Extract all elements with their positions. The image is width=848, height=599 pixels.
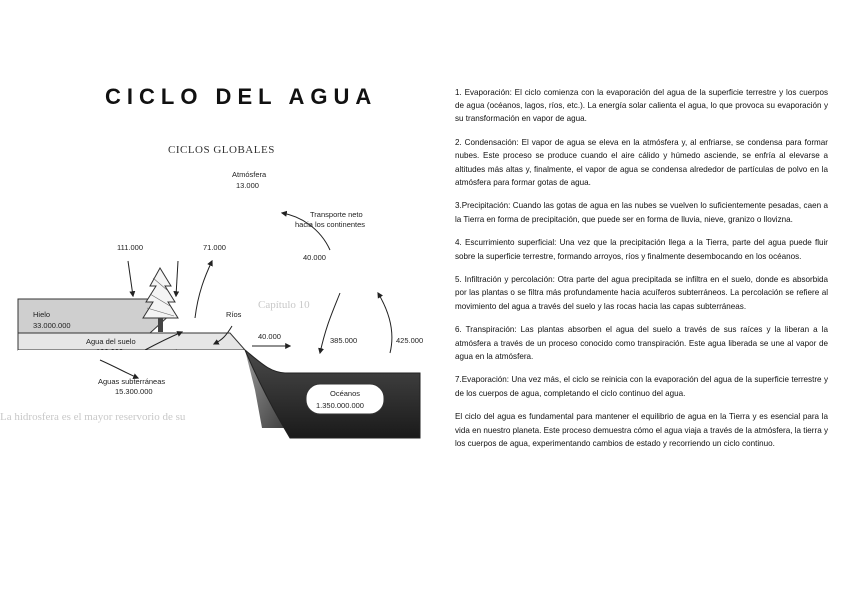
- ghost-text: Capítulo 10: [258, 299, 310, 311]
- paragraph-runoff: 4. Escurrimiento superficial: Una vez que la precipitación llega a la Tierra, parte del agua puede fluir sobre la superficie terrestre, formando arroyos, ríos y finalmente desembocando en los océanos.: [455, 238, 828, 261]
- diagram-canvas: [0, 128, 440, 448]
- atmosphere-label: Atmósfera: [232, 170, 267, 179]
- soil-label: Agua del suelo: [86, 337, 136, 346]
- evap-ocean-arrow: [378, 293, 392, 353]
- evap-arrow: [195, 261, 212, 318]
- paragraph-condensation: 2. Condensación: El vapor de agua se eleva en la atmósfera y, al enfriarse, se condensa para formar nubes. Este proceso se produce cuando el aire cálido y húmedo asciende, se enfría al elevarse a altitudes más altas y, finalmente, el vapor de agua se condensa alrededor de partículas de polvo en la atmósfera para formar gotas de agua.: [455, 138, 828, 187]
- groundwater-value: 15.300.000: [115, 387, 153, 396]
- text-column: [455, 86, 828, 460]
- runoff-value: 40.000: [258, 332, 281, 341]
- transport-label: Transporte neto: [310, 210, 363, 219]
- paragraph-evaporation: 1. Evaporación: El ciclo comienza con la evaporación del agua de la superficie terrestre y los cuerpos de agua (océanos, lagos, ríos, etc.). La energía solar calienta el agua, lo que provoca su evaporación y su transformación en vapor de agua.: [455, 88, 828, 124]
- precip-land-value: 111.000: [117, 243, 143, 252]
- water-cycle-diagram: [0, 128, 440, 448]
- paragraph-precipitation: 3.Precipitación: Cuando las gotas de agua en las nubes se vuelven lo suficientemente pesadas, caen a la Tierra en forma de precipitación, que puede ser en forma de lluvia, nieve, granizo o llovizna.: [455, 201, 828, 224]
- rivers-label: Ríos: [226, 310, 242, 319]
- paragraph-infiltration: 5. Infiltración y percolación: Otra parte del agua precipitada se infiltra en el suelo, donde es absorbida por las plantas o se filtra más profundamente hacia acuíferos subterráneos. La percolación se refiere al movimiento del agua a través del suelo y las rocas hacia las capas subterráneas.: [455, 275, 828, 311]
- precip-ocean-value: 385.000: [330, 336, 358, 345]
- ice-label: Hielo: [33, 310, 51, 319]
- ocean-label: Océanos: [330, 389, 361, 398]
- ocean-value: 1.350.000.000: [316, 401, 364, 410]
- paragraph-conclusion: El ciclo del agua es fundamental para mantener el equilibrio de agua en la Tierra y es esencial para la vida en nuestro planeta. Este proceso demuestra cómo el agua viaja a través de la atmósfera, la tierra y los cuerpos de agua, experimentando cambios de estado y recorriendo un ciclo continuo.: [455, 412, 828, 448]
- diagram-title: CICLOS GLOBALES: [168, 144, 275, 156]
- paragraph-evaporation-2: 7.Evaporación: Una vez más, el ciclo se reinicia con la evaporación del agua de la superficie terrestre y de los cuerpos de agua, completando el ciclo continuo del agua.: [455, 375, 828, 398]
- paragraph-transpiration: 6. Transpiración: Las plantas absorben el agua del suelo a través de sus raíces y la liberan a la atmósfera a través de un proceso conocido como transpiración. Este agua liberada se une al vapor de agua en la atmósfera.: [455, 325, 828, 361]
- ice-value: 33.000.000: [33, 321, 71, 330]
- groundwater-label: Aguas subterráneas: [98, 377, 166, 386]
- evap-ocean-value: 425.000: [396, 336, 424, 345]
- precip-arrow: [176, 261, 178, 296]
- page-title: CICLO DEL AGUA: [105, 84, 378, 109]
- evap-land-value: 71.000: [203, 243, 226, 252]
- transport-label-2: hacia los continentes: [295, 220, 366, 229]
- atmosphere-value: 13.000: [236, 181, 259, 190]
- ghost-text: La hidrosfera es el mayor reservorio de su: [0, 411, 186, 423]
- transport-value: 40.000: [303, 253, 326, 262]
- precip-arrow: [128, 261, 133, 296]
